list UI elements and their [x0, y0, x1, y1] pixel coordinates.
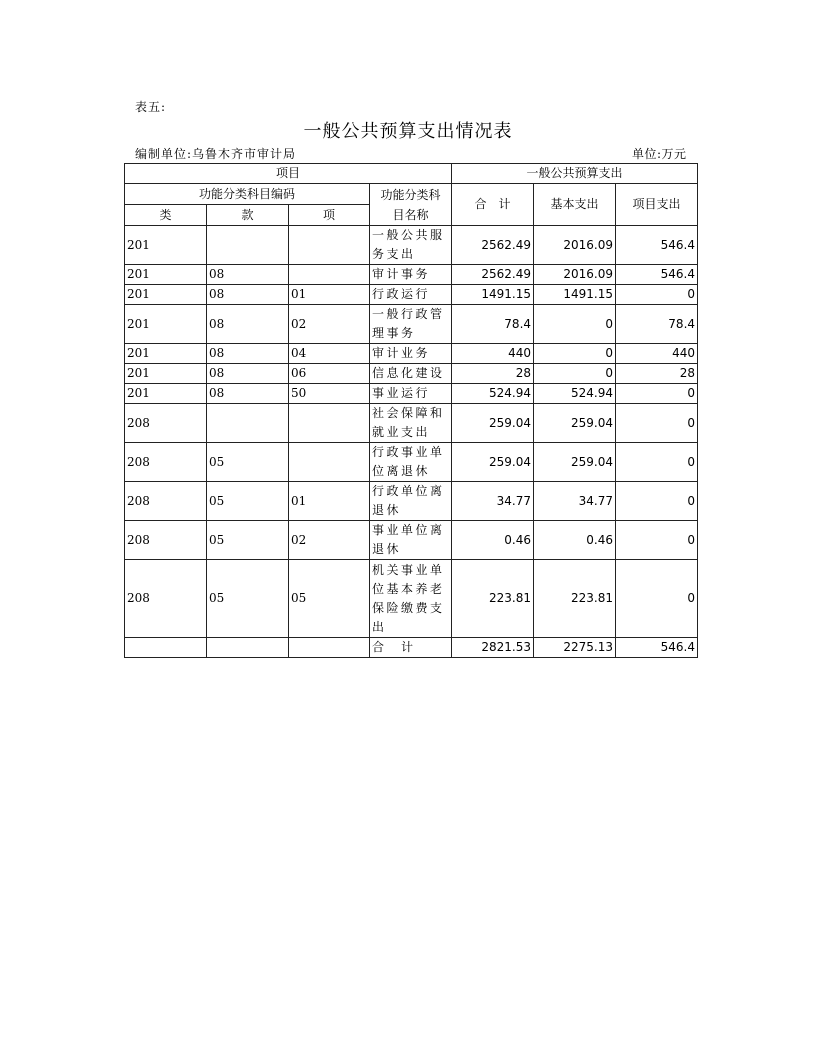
cell-subject-name: 信息化建设 [370, 364, 452, 384]
table-row [125, 364, 698, 384]
table-row [125, 344, 698, 364]
table-row [125, 305, 698, 344]
cell-project: 546.4 [616, 638, 698, 658]
cell-lei: 201 [125, 226, 207, 265]
cell-xiang: 04 [289, 344, 370, 364]
header-budget-expenditure: 一般公共预算支出 [452, 164, 698, 184]
cell-subject-name: 事业单位离退休 [370, 521, 452, 560]
cell-basic: 0 [534, 305, 616, 344]
cell-total: 0.46 [452, 521, 534, 560]
header-function-name: 功能分类科目名称 [370, 184, 452, 226]
cell-kuan: 05 [207, 560, 289, 638]
cell-project: 0 [616, 482, 698, 521]
cell-kuan: 08 [207, 364, 289, 384]
cell-lei: 201 [125, 285, 207, 305]
header-project-expenditure: 项目支出 [616, 184, 698, 226]
cell-kuan [207, 404, 289, 443]
cell-kuan: 08 [207, 344, 289, 364]
cell-basic: 259.04 [534, 404, 616, 443]
cell-kuan: 08 [207, 285, 289, 305]
cell-project: 0 [616, 285, 698, 305]
header-project: 项目 [125, 164, 452, 184]
cell-xiang [289, 443, 370, 482]
table-row [125, 443, 698, 482]
cell-xiang: 05 [289, 560, 370, 638]
table-number-label: 表五: [135, 100, 167, 114]
cell-project: 0 [616, 404, 698, 443]
table-row [125, 285, 698, 305]
header-lei: 类 [125, 205, 207, 226]
cell-project: 440 [616, 344, 698, 364]
cell-project: 546.4 [616, 226, 698, 265]
table-row [125, 560, 698, 638]
header-function-code: 功能分类科目编码 [125, 184, 370, 205]
cell-basic: 1491.15 [534, 285, 616, 305]
cell-lei: 201 [125, 364, 207, 384]
cell-kuan [207, 638, 289, 658]
cell-lei: 208 [125, 443, 207, 482]
header-xiang: 项 [289, 205, 370, 226]
cell-lei: 201 [125, 265, 207, 285]
cell-lei: 208 [125, 521, 207, 560]
cell-total: 259.04 [452, 443, 534, 482]
table-row [125, 521, 698, 560]
budget-expenditure-table [124, 163, 698, 658]
cell-basic: 0.46 [534, 521, 616, 560]
cell-lei: 201 [125, 344, 207, 364]
header-total: 合 计 [452, 184, 534, 226]
header-kuan: 款 [207, 205, 289, 226]
cell-xiang: 02 [289, 305, 370, 344]
cell-lei [125, 638, 207, 658]
cell-total: 223.81 [452, 560, 534, 638]
cell-total: 28 [452, 364, 534, 384]
table-row [125, 482, 698, 521]
cell-total: 34.77 [452, 482, 534, 521]
table-row [125, 404, 698, 443]
cell-xiang: 01 [289, 482, 370, 521]
cell-lei: 201 [125, 384, 207, 404]
cell-lei: 208 [125, 482, 207, 521]
cell-xiang: 01 [289, 285, 370, 305]
cell-basic: 223.81 [534, 560, 616, 638]
cell-basic: 2016.09 [534, 265, 616, 285]
cell-kuan: 05 [207, 521, 289, 560]
cell-basic: 259.04 [534, 443, 616, 482]
cell-basic: 34.77 [534, 482, 616, 521]
cell-project: 0 [616, 521, 698, 560]
cell-subject-name: 行政事业单位离退休 [370, 443, 452, 482]
table-row [125, 226, 698, 265]
cell-subject-name: 事业运行 [370, 384, 452, 404]
cell-project: 0 [616, 560, 698, 638]
document-title: 一般公共预算支出情况表 [303, 121, 513, 142]
cell-subject-name: 行政单位离退休 [370, 482, 452, 521]
cell-kuan: 08 [207, 305, 289, 344]
table-row [125, 265, 698, 285]
cell-xiang: 50 [289, 384, 370, 404]
total-row [125, 638, 698, 658]
cell-basic: 2275.13 [534, 638, 616, 658]
cell-total: 2562.49 [452, 226, 534, 265]
currency-unit: 单位:万元 [632, 147, 687, 161]
cell-xiang [289, 226, 370, 265]
cell-xiang [289, 265, 370, 285]
cell-lei: 208 [125, 404, 207, 443]
compiling-unit: 编制单位:乌鲁木齐市审计局 [135, 147, 297, 161]
cell-project: 0 [616, 384, 698, 404]
cell-subject-name: 行政运行 [370, 285, 452, 305]
cell-subject-name: 一般行政管理事务 [370, 305, 452, 344]
cell-lei: 208 [125, 560, 207, 638]
cell-project: 28 [616, 364, 698, 384]
cell-xiang [289, 404, 370, 443]
cell-kuan [207, 226, 289, 265]
cell-xiang: 06 [289, 364, 370, 384]
cell-subject-name: 审计事务 [370, 265, 452, 285]
cell-basic: 0 [534, 364, 616, 384]
cell-project: 78.4 [616, 305, 698, 344]
cell-project: 546.4 [616, 265, 698, 285]
cell-total: 2821.53 [452, 638, 534, 658]
cell-subject-name: 机关事业单位基本养老保险缴费支出 [370, 560, 452, 638]
cell-kuan: 05 [207, 443, 289, 482]
cell-xiang [289, 638, 370, 658]
cell-subject-name: 一般公共服务支出 [370, 226, 452, 265]
cell-total: 259.04 [452, 404, 534, 443]
cell-subject-name: 审计业务 [370, 344, 452, 364]
cell-kuan: 08 [207, 265, 289, 285]
cell-xiang: 02 [289, 521, 370, 560]
cell-total: 78.4 [452, 305, 534, 344]
cell-basic: 2016.09 [534, 226, 616, 265]
cell-total: 1491.15 [452, 285, 534, 305]
cell-kuan: 08 [207, 384, 289, 404]
cell-total: 440 [452, 344, 534, 364]
table-row [125, 384, 698, 404]
header-basic-expenditure: 基本支出 [534, 184, 616, 226]
cell-kuan: 05 [207, 482, 289, 521]
cell-total: 2562.49 [452, 265, 534, 285]
cell-basic: 524.94 [534, 384, 616, 404]
cell-total-label: 合 计 [370, 638, 452, 658]
cell-subject-name: 社会保障和就业支出 [370, 404, 452, 443]
cell-total: 524.94 [452, 384, 534, 404]
cell-project: 0 [616, 443, 698, 482]
cell-basic: 0 [534, 344, 616, 364]
cell-lei: 201 [125, 305, 207, 344]
